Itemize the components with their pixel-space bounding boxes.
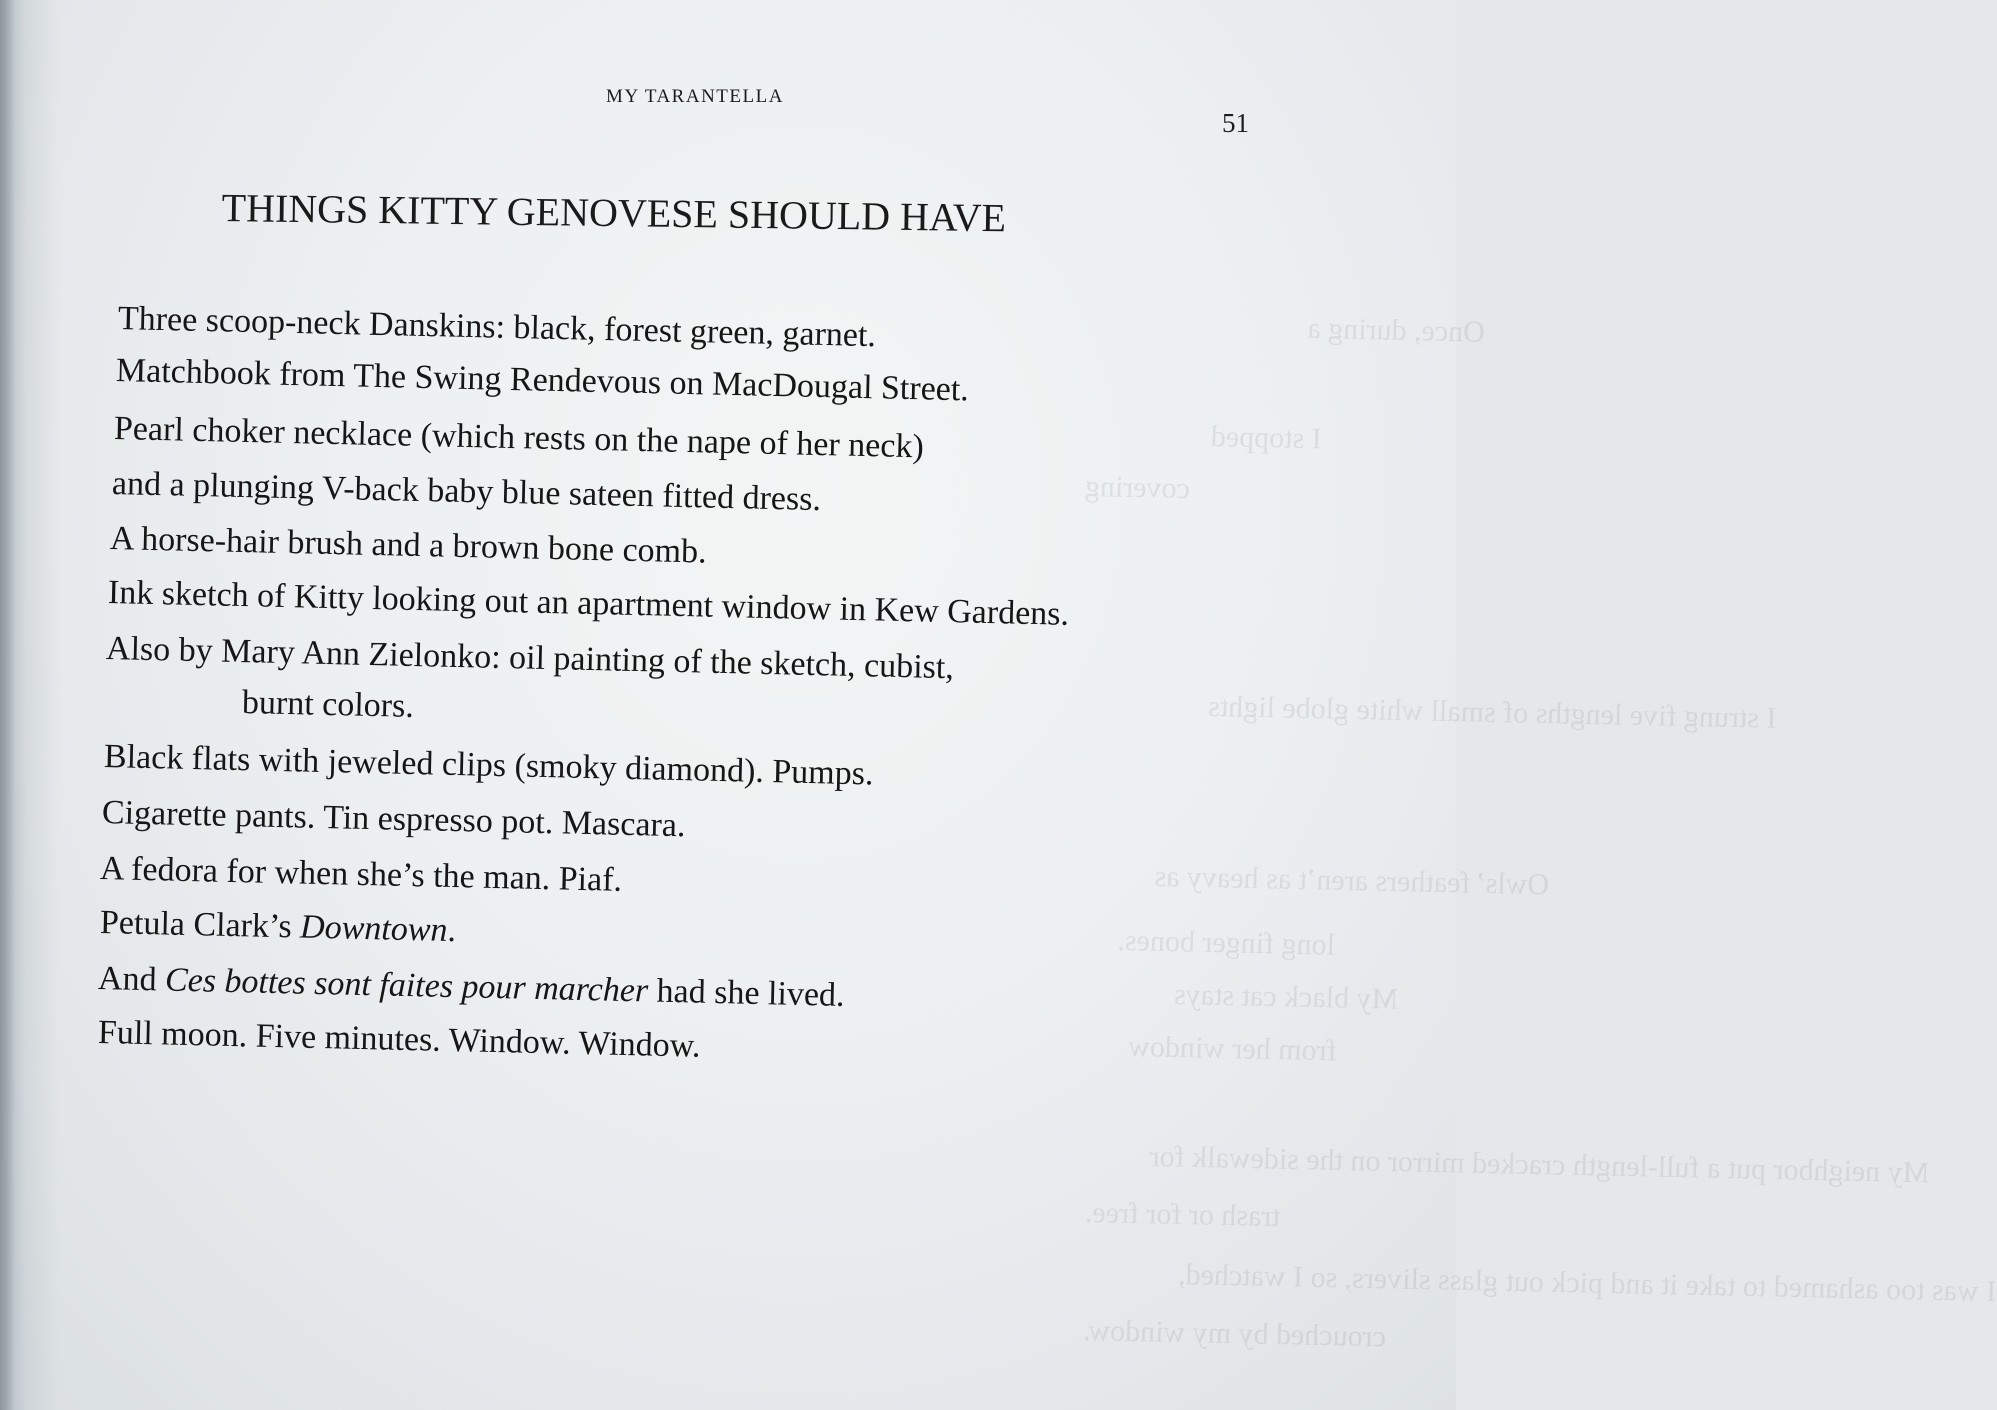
poem-line-indented: burnt colors. <box>241 684 415 725</box>
poem-line: Three scoop-neck Danskins: black, forest green, garnet. <box>117 300 877 355</box>
running-head: MY TARANTELLA <box>606 86 784 107</box>
bleed-line: I was too ashamed to take it and pick out glass slivers, so I watched, <box>1177 1258 1997 1309</box>
song-title-italic: Downtown <box>299 908 448 949</box>
bleed-line: Once, during a <box>1307 312 1486 349</box>
bleed-line: I stopped <box>1210 420 1322 456</box>
bleed-line: My black cat stays <box>1173 978 1399 1016</box>
poem-line: Ink sketch of Kitty looking out an apartment window in Kew Gardens. <box>107 574 1070 633</box>
bleed-line: My neighbor put a full-length cracked mirror on the sidewalk for <box>1149 1140 1930 1190</box>
poem-line-text: had she lived. <box>647 972 845 1014</box>
bleed-line: from her window <box>1127 1030 1337 1068</box>
poem-line <box>98 960 845 1015</box>
poem-line: A horse-hair brush and a brown bone comb. <box>109 520 708 571</box>
poem-line: Cigarette pants. Tin espresso pot. Mascara. <box>101 794 686 845</box>
poem-line <box>100 904 457 950</box>
song-title-italic: Ces bottes sont faites pour marcher <box>164 961 649 1010</box>
page-number: 51 <box>1222 108 1249 138</box>
bleed-line: Owls’ feathers aren’t as heavy as <box>1154 860 1550 902</box>
bleed-line: I strung five lengths of small white globe lights <box>1207 690 1777 735</box>
poem-line: A fedora for when she’s the man. Piaf. <box>99 850 623 899</box>
poem-line-text: Petula Clark’s <box>99 904 301 946</box>
bleed-line: crouched by my window. <box>1082 1314 1387 1354</box>
bleed-line: covering <box>1084 470 1191 506</box>
poem-line: Pearl choker necklace (which rests on the nape of her neck) <box>113 410 925 466</box>
poem-line: Black flats with jeweled clips (smoky diamond). Pumps. <box>103 738 874 793</box>
poem-line: Also by Mary Ann Zielonko: oil painting of the sketch, cubist, <box>105 630 955 687</box>
poem-line-text: . <box>447 911 457 950</box>
poem-line-last: Full moon. Five minutes. Window. Window. <box>97 1014 701 1065</box>
poem-line-text: And <box>97 960 166 999</box>
poem-title: THINGS KITTY GENOVESE SHOULD HAVE <box>221 184 1007 241</box>
bleed-line: trash or for free. <box>1084 1196 1281 1234</box>
bleed-line: long finger bones. <box>1117 924 1336 962</box>
poem-line: Matchbook from The Swing Rendevous on MacDougal Street. <box>115 352 970 409</box>
poem-line: and a plunging V-back baby blue sateen fitted dress. <box>111 465 822 519</box>
